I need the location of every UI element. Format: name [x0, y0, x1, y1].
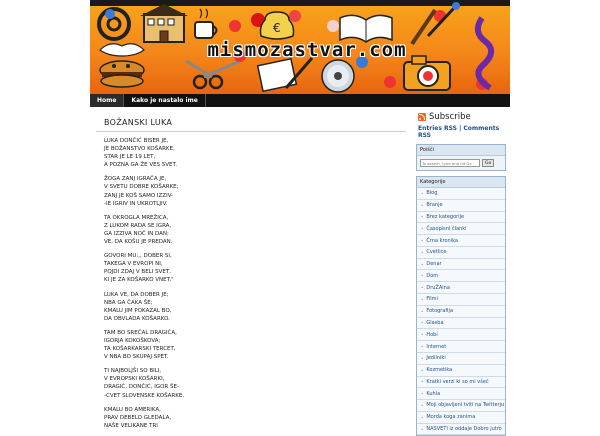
site-title[interactable]: mismozastvar.com: [207, 39, 407, 61]
category-label: NASVETI iz oddaje Dobro jutro: [426, 426, 502, 433]
comments-rss-link[interactable]: Comments RSS: [418, 125, 500, 139]
bullet-icon: •: [421, 226, 424, 232]
poem-line: -IE IGRIV IN UKROTLJIV.: [104, 200, 168, 207]
poem-line: Z LUKOM RADA SE IGRA,: [104, 222, 172, 229]
bullet-icon: •: [421, 414, 424, 420]
poem-line: VE, DA KOŠU JE PREDAN.: [104, 239, 173, 246]
bullet-icon: •: [421, 285, 424, 291]
poem-line: TAM BO SREČAL DRAGIĆA,: [104, 329, 177, 336]
bullet-icon: •: [421, 202, 424, 208]
category-label: Filmi: [426, 296, 438, 303]
rose-icon: [384, 76, 396, 88]
category-link[interactable]: [417, 353, 505, 365]
category-link[interactable]: [417, 306, 505, 318]
poem-body: [96, 132, 406, 430]
paper-pen-icon: [258, 58, 312, 91]
poem-line: KMALU JIM POKAZAL BO,: [104, 307, 172, 314]
poem-line: GA IZZIVA NOČ IN DAN;: [104, 230, 169, 237]
poem-line: POJDI ZDAJ V BELI SVET,: [104, 269, 171, 276]
scissors-icon: [186, 61, 240, 88]
category-label: Cvetlice: [426, 249, 447, 256]
category-link[interactable]: [417, 200, 505, 212]
ribbon-icon: [478, 18, 491, 88]
svg-text:€: €: [273, 21, 281, 35]
subscribe-label[interactable]: Subscribe: [429, 112, 471, 122]
nav-home[interactable]: Home: [90, 94, 124, 107]
category-link[interactable]: [417, 377, 505, 389]
camera-icon: [404, 56, 450, 90]
poem-line: -CVET SLOVENSKE KOŠARKE.: [104, 392, 185, 399]
category-link[interactable]: [417, 400, 505, 412]
category-link[interactable]: [417, 318, 505, 330]
poem-stanza: [104, 214, 406, 246]
poem-stanza: [104, 175, 406, 207]
poem-line: DRAGIĆ, DONČIĆ, IGOR ŠE-: [104, 384, 179, 391]
poem-stanza: [104, 137, 406, 169]
search-input[interactable]: [420, 159, 480, 167]
paintbrush-icon: [412, 2, 460, 44]
category-label: Blog: [426, 190, 438, 197]
house-icon: [140, 4, 188, 42]
category-link[interactable]: [417, 365, 505, 377]
category-link[interactable]: [417, 259, 505, 271]
rose-icon: [229, 20, 241, 32]
category-label: Kuhla: [426, 390, 441, 397]
category-label: Internet: [426, 343, 447, 350]
category-link[interactable]: [417, 341, 505, 353]
poem-line: TAKEGA V EVROPI NI,: [104, 261, 163, 268]
category-label: DruŽAina: [426, 284, 450, 291]
category-label: Jedilniki: [426, 355, 446, 362]
bullet-icon: •: [421, 190, 424, 196]
bullet-icon: •: [421, 426, 424, 432]
category-label: Fotografija: [426, 308, 454, 315]
poem-stanza: [104, 252, 406, 284]
book-icon: [340, 15, 392, 42]
category-link[interactable]: [417, 270, 505, 282]
poem-line: IGORJA KOKOŠKOVA;: [104, 337, 161, 344]
money-bag-icon: [261, 12, 294, 39]
cd-icon: [322, 60, 354, 92]
bullet-icon: •: [421, 320, 424, 326]
poem-line: A POZNA GA ŽE VES SVET.: [104, 162, 177, 169]
poem-stanza: [104, 406, 406, 430]
poem-line: KMALU BO AMERIKA,: [104, 406, 161, 413]
poem-stanza: [104, 291, 406, 323]
poem-line: PRAV DEBELO GLEDALA,: [104, 414, 172, 421]
poem-line: STAR JE LE 19 LET,: [104, 154, 156, 161]
site-banner[interactable]: [90, 6, 510, 94]
entries-rss-link[interactable]: Entries RSS: [418, 125, 457, 132]
bullet-icon: •: [421, 273, 424, 279]
poem-line: LUKA DONČIĆ BISER JE,: [104, 138, 169, 144]
poem-line: KI JE ZA KOŠARKO VNET.": [104, 277, 174, 284]
category-label: Kozmetika: [426, 367, 453, 374]
poem-line: ZANJ JE KOŠ SAMO IZZIV-: [104, 192, 174, 199]
poem-line: LUKA VE, DA DOBER JE;: [104, 291, 169, 298]
category-label: Glasba: [426, 319, 444, 326]
poem-line: V NBA BO SKUPAJ SPET.: [104, 354, 169, 361]
poem-stanza: [104, 329, 406, 361]
bullet-icon: •: [421, 261, 424, 267]
bullet-icon: •: [421, 344, 424, 350]
category-link[interactable]: [417, 388, 505, 400]
category-label: Brez kategorije: [426, 213, 465, 220]
category-label: Branje: [426, 202, 443, 209]
category-label: Črna kronika: [426, 237, 458, 244]
poem-line: TI NAJBOLJŠI SO BILI,: [104, 368, 162, 375]
category-link[interactable]: [417, 212, 505, 224]
poem-line: TA KOŠARKARSKI TERCET,: [104, 346, 176, 353]
top-navigation: [90, 94, 510, 107]
categories-title: Kategorije: [417, 177, 505, 188]
category-label: Kratki verzi ki so mi všeč: [426, 378, 489, 385]
category-list: [417, 188, 505, 435]
bullet-icon: •: [421, 214, 424, 220]
bullet-icon: •: [421, 296, 424, 302]
poem-line: NBA GA ČAKA ŠE;: [104, 299, 153, 306]
burger-icon: [100, 44, 144, 87]
poem-line: ŽOGA ZANJ IGRAČA JE,: [104, 176, 167, 183]
bullet-icon: •: [421, 355, 424, 361]
category-link[interactable]: [417, 412, 505, 424]
category-label: Hobi: [426, 331, 438, 338]
post-title[interactable]: BOŽANSKI LUKA: [96, 112, 406, 132]
bullet-icon: •: [421, 238, 424, 244]
category-link[interactable]: [417, 329, 505, 341]
poem-line: JE BOŽANSTVO KOŠARKE,: [104, 146, 175, 153]
nav-kako-je-nastalo-ime[interactable]: Kako je nastalo ime: [124, 94, 205, 107]
category-label: Denar: [426, 261, 442, 268]
poem-line: TA OKROGLA MREŽICA,: [104, 214, 169, 221]
main-content: [96, 112, 406, 429]
bullet-icon: •: [421, 308, 424, 314]
category-link[interactable]: [417, 282, 505, 294]
bullet-icon: •: [421, 391, 424, 397]
poem-line: NAŠE VELIKANE TRI: [104, 422, 158, 429]
category-label: Časopisni članki: [426, 225, 467, 232]
rss-separator: |: [456, 125, 464, 132]
category-link[interactable]: [417, 235, 505, 247]
subscribe-row[interactable]: [414, 108, 508, 122]
search-widget-title: Poišči: [417, 145, 505, 156]
category-label: Morda koga zanima: [426, 414, 476, 421]
poem-line: V SVETU DOBRE KOŠARKE;: [104, 184, 179, 191]
bullet-icon: •: [421, 379, 424, 385]
poem-line: DA OBVLADA KOŠARKO.: [104, 315, 170, 322]
bullet-icon: •: [421, 332, 424, 338]
search-form: [417, 156, 505, 170]
category-link[interactable]: [417, 188, 505, 200]
bullet-icon: •: [421, 402, 424, 408]
category-link[interactable]: [417, 223, 505, 235]
categories-widget: [416, 176, 506, 436]
category-label: Moji objavljeni tviti na Twitterju: [426, 402, 505, 409]
bullet-icon: •: [421, 367, 424, 373]
category-link[interactable]: [417, 424, 505, 436]
bullet-icon: •: [421, 249, 424, 255]
coffee-cup-icon: [195, 9, 217, 38]
flower-icon: [105, 9, 115, 19]
search-go-button[interactable]: Go: [482, 159, 494, 167]
sidebar: [414, 108, 508, 433]
category-link[interactable]: [417, 247, 505, 259]
flower-icon: [327, 20, 339, 32]
poem-stanza: [104, 367, 406, 399]
poem-line: V EVROPSKI KOŠARKI,: [104, 376, 165, 383]
rss-icon[interactable]: [418, 113, 426, 121]
category-link[interactable]: [417, 294, 505, 306]
category-label: Dom: [426, 272, 439, 279]
poem-line: GOVORI MU:,, DOBER SI,: [104, 253, 172, 260]
rose-icon: [289, 10, 301, 22]
rss-links: [414, 122, 508, 139]
search-widget: [416, 144, 506, 171]
